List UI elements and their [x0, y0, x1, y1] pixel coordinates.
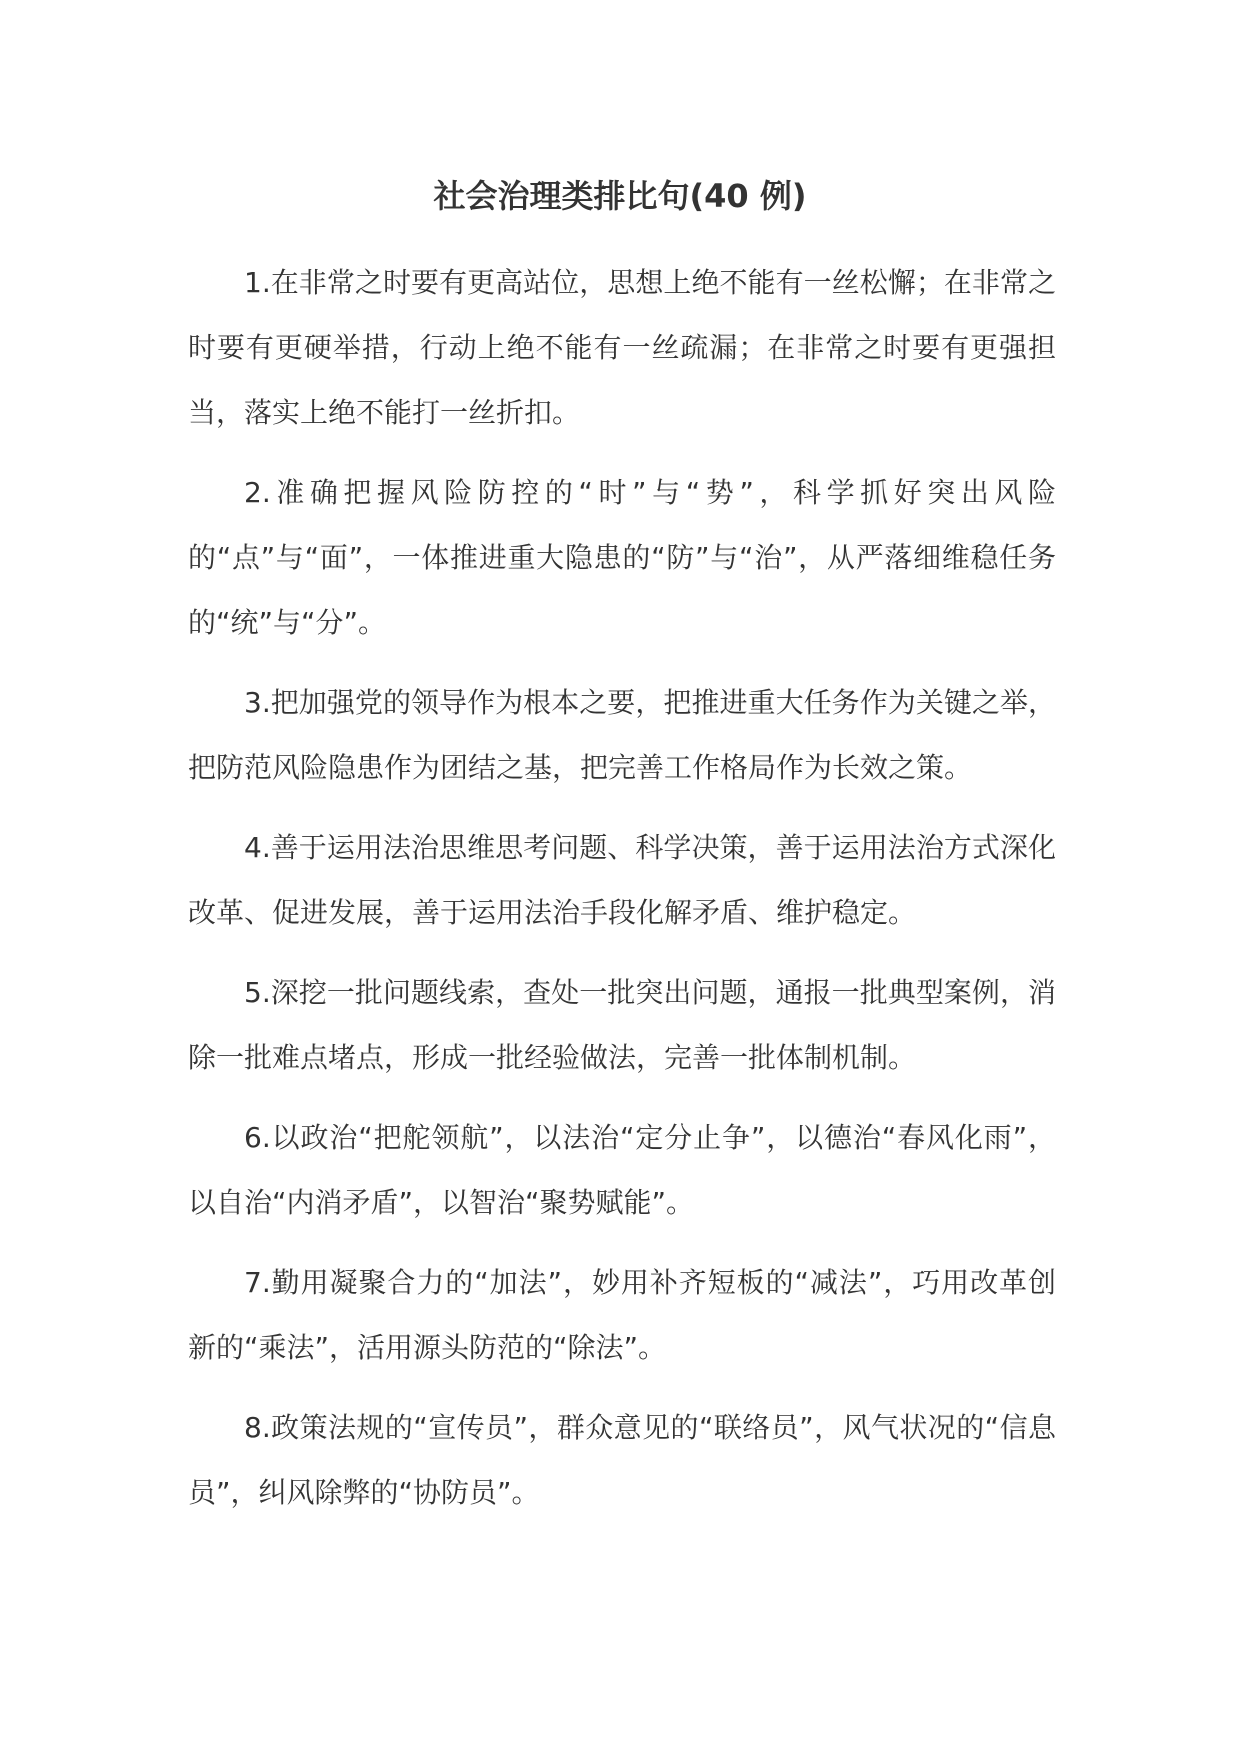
document-body [188, 250, 1056, 1540]
paragraph-8: 8.政策法规的“宣传员”，群众意见的“联络员”，风气状况的“信息员”，纠风除弊的“协防员”。 [188, 1411, 1056, 1509]
paragraph-1: 1.在非常之时要有更高站位，思想上绝不能有一丝松懈；在非常之时要有更硬举措，行动上绝不能有一丝疏漏；在非常之时要有更强担当，落实上绝不能打一丝折扣。 [188, 266, 1056, 429]
paragraph-4: 4.善于运用法治思维思考问题、科学决策，善于运用法治方式深化改革、促进发展，善于运用法治手段化解矛盾、维护稳定。 [188, 831, 1056, 929]
paragraph-3: 3.把加强党的领导作为根本之要，把推进重大任务作为关键之举，把防范风险隐患作为团结之基，把完善工作格局作为长效之策。 [188, 686, 1056, 784]
paragraph-7: 7.勤用凝聚合力的“加法”，妙用补齐短板的“减法”，巧用改革创新的“乘法”，活用源头防范的“除法”。 [188, 1266, 1056, 1364]
paragraph-5: 5.深挖一批问题线索，查处一批突出问题，通报一批典型案例，消除一批难点堵点，形成一批经验做法，完善一批体制机制。 [188, 976, 1056, 1074]
paragraph-6: 6.以政治“把舵领航”，以法治“定分止争”，以德治“春风化雨”，以自治“内消矛盾”，以智治“聚势赋能”。 [188, 1121, 1056, 1219]
document-title: 社会治理类排比句(40 例) [433, 177, 807, 215]
paragraph-2: 2.准确把握风险防控的“时”与“势”，科学抓好突出风险的“点”与“面”，一体推进重大隐患的“防”与“治”，从严落细维稳任务的“统”与“分”。 [188, 476, 1056, 639]
